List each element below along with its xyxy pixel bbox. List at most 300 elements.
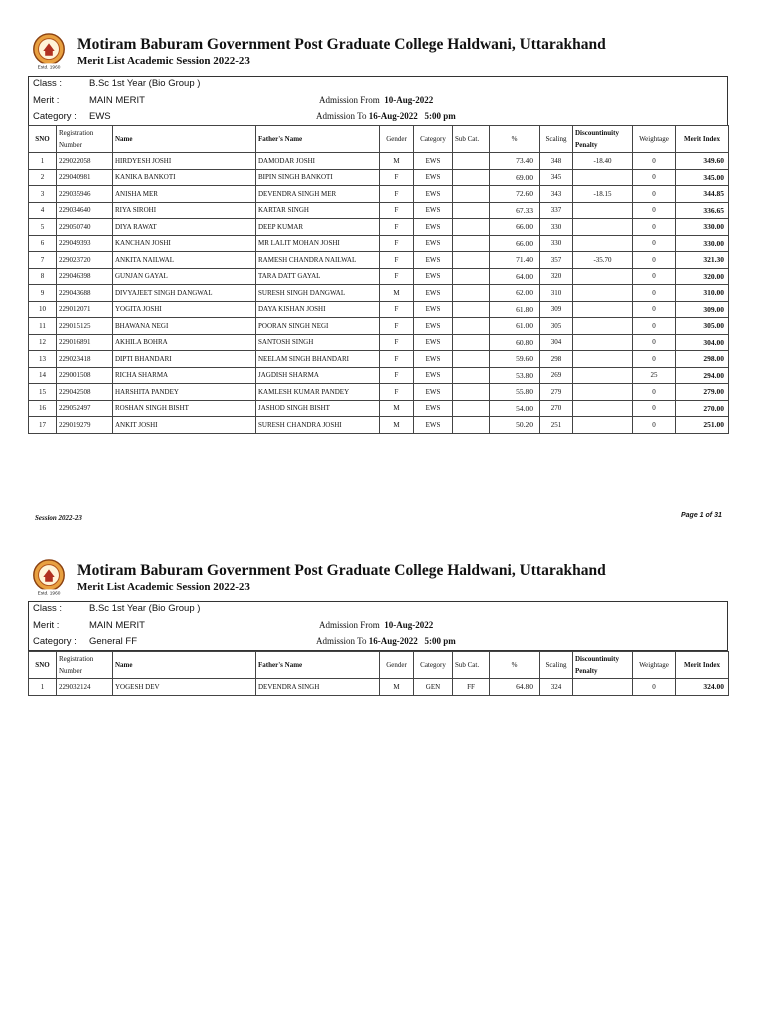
table-row bbox=[29, 202, 729, 219]
cell-gender: F bbox=[380, 334, 414, 351]
header-category: Category bbox=[414, 126, 453, 153]
admission-to-time: 5:00 pm bbox=[424, 111, 456, 121]
admission-to-date: 16-Aug-2022 bbox=[368, 636, 418, 646]
footer-session: Session 2022-23 bbox=[35, 514, 82, 522]
header-percent: % bbox=[490, 652, 540, 679]
cell-registration-number: 229049393 bbox=[57, 235, 113, 252]
table-row bbox=[29, 351, 729, 368]
header-weightage: Weightage bbox=[633, 652, 676, 679]
cell-discontinuity-penalty bbox=[573, 367, 633, 384]
cell-weightage: 0 bbox=[633, 285, 676, 302]
category-value: EWS bbox=[89, 111, 111, 122]
header-sub-cat: Sub Cat. bbox=[453, 652, 490, 679]
cell-sub-cat bbox=[453, 252, 490, 269]
cell-sub-cat bbox=[453, 219, 490, 236]
cell-merit-index: 298.00 bbox=[676, 351, 729, 368]
header-sub-cat: Sub Cat. bbox=[453, 126, 490, 153]
cell-sno: 8 bbox=[29, 268, 57, 285]
header-weightage: Weightage bbox=[633, 126, 676, 153]
cell-scaling: 324 bbox=[540, 679, 573, 696]
cell-merit-index: 349.60 bbox=[676, 153, 729, 170]
cell-merit-index: 330.00 bbox=[676, 219, 729, 236]
cell-fathers-name: DEVENDRA SINGH MER bbox=[256, 186, 380, 203]
cell-discontinuity-penalty bbox=[573, 417, 633, 434]
cell-percent: 55.80 bbox=[490, 384, 540, 401]
cell-percent: 60.80 bbox=[490, 334, 540, 351]
admission-from-label: Admission From bbox=[319, 620, 380, 630]
cell-gender: F bbox=[380, 367, 414, 384]
info-box bbox=[28, 76, 728, 126]
cell-registration-number: 229016891 bbox=[57, 334, 113, 351]
cell-sno: 2 bbox=[29, 169, 57, 186]
table-row bbox=[29, 219, 729, 236]
cell-name: RIYA SIROHI bbox=[113, 202, 256, 219]
cell-sno: 5 bbox=[29, 219, 57, 236]
cell-registration-number: 229040981 bbox=[57, 169, 113, 186]
header-fathers-name: Father's Name bbox=[256, 652, 380, 679]
cell-fathers-name: SURESH CHANDRA JOSHI bbox=[256, 417, 380, 434]
cell-weightage: 0 bbox=[633, 268, 676, 285]
cell-merit-index: 270.00 bbox=[676, 400, 729, 417]
cell-sub-cat bbox=[453, 318, 490, 335]
merit-table bbox=[28, 125, 729, 434]
table-row bbox=[29, 285, 729, 302]
cell-percent: 67.33 bbox=[490, 202, 540, 219]
merit-page-2 bbox=[28, 556, 730, 692]
admission-to-time: 5:00 pm bbox=[424, 636, 456, 646]
footer-page-number: Page 1 of 31 bbox=[681, 512, 722, 519]
header-name: Name bbox=[113, 126, 256, 153]
cell-sno: 6 bbox=[29, 235, 57, 252]
cell-gender: F bbox=[380, 268, 414, 285]
cell-sub-cat bbox=[453, 169, 490, 186]
admission-to-label: Admission To bbox=[316, 636, 367, 646]
admission-from-date: 10-Aug-2022 bbox=[384, 620, 434, 630]
cell-scaling: 330 bbox=[540, 235, 573, 252]
cell-percent: 69.00 bbox=[490, 169, 540, 186]
table-row bbox=[29, 334, 729, 351]
table-row bbox=[29, 679, 729, 696]
cell-weightage: 0 bbox=[633, 202, 676, 219]
cell-scaling: 298 bbox=[540, 351, 573, 368]
cell-merit-index: 345.00 bbox=[676, 169, 729, 186]
cell-category: EWS bbox=[414, 219, 453, 236]
category-label: Category : bbox=[33, 111, 77, 122]
table-row bbox=[29, 235, 729, 252]
admission-from-date: 10-Aug-2022 bbox=[384, 95, 434, 105]
merit-table bbox=[28, 651, 729, 696]
cell-scaling: 305 bbox=[540, 318, 573, 335]
cell-sub-cat bbox=[453, 334, 490, 351]
cell-weightage: 0 bbox=[633, 153, 676, 170]
cell-sno: 3 bbox=[29, 186, 57, 203]
cell-discontinuity-penalty bbox=[573, 169, 633, 186]
cell-discontinuity-penalty bbox=[573, 268, 633, 285]
cell-sub-cat bbox=[453, 301, 490, 318]
merit-value: MAIN MERIT bbox=[89, 95, 145, 106]
cell-fathers-name: SURESH SINGH DANGWAL bbox=[256, 285, 380, 302]
cell-gender: F bbox=[380, 202, 414, 219]
cell-weightage: 0 bbox=[633, 235, 676, 252]
cell-percent: 54.00 bbox=[490, 400, 540, 417]
cell-merit-index: 320.00 bbox=[676, 268, 729, 285]
cell-sno: 15 bbox=[29, 384, 57, 401]
cell-percent: 61.00 bbox=[490, 318, 540, 335]
cell-name: DIYA RAWAT bbox=[113, 219, 256, 236]
class-value: B.Sc 1st Year (Bio Group ) bbox=[89, 603, 201, 614]
cell-gender: F bbox=[380, 384, 414, 401]
cell-category: EWS bbox=[414, 268, 453, 285]
cell-gender: M bbox=[380, 153, 414, 170]
cell-sno: 1 bbox=[29, 153, 57, 170]
header-merit-index: Merit Index bbox=[676, 652, 729, 679]
logo-text: Estd. 1960 bbox=[37, 591, 61, 596]
header-category: Category bbox=[414, 652, 453, 679]
cell-discontinuity-penalty bbox=[573, 318, 633, 335]
cell-discontinuity-penalty bbox=[573, 219, 633, 236]
cell-merit-index: 304.00 bbox=[676, 334, 729, 351]
info-box bbox=[28, 601, 728, 651]
category-value: General FF bbox=[89, 636, 138, 647]
cell-category: EWS bbox=[414, 186, 453, 203]
cell-scaling: 337 bbox=[540, 202, 573, 219]
header-percent: % bbox=[490, 126, 540, 153]
header-discontinuity-penalty: Discountinuity Penalty bbox=[573, 126, 633, 153]
cell-weightage: 0 bbox=[633, 400, 676, 417]
cell-discontinuity-penalty bbox=[573, 351, 633, 368]
cell-registration-number: 229019279 bbox=[57, 417, 113, 434]
merit-list-subtitle: Merit List Academic Session 2022-23 bbox=[77, 55, 250, 67]
cell-category: EWS bbox=[414, 351, 453, 368]
category-label: Category : bbox=[33, 636, 77, 647]
cell-discontinuity-penalty bbox=[573, 679, 633, 696]
cell-scaling: 270 bbox=[540, 400, 573, 417]
cell-scaling: 343 bbox=[540, 186, 573, 203]
cell-percent: 73.40 bbox=[490, 153, 540, 170]
cell-category: EWS bbox=[414, 400, 453, 417]
cell-name: YOGITA JOSHI bbox=[113, 301, 256, 318]
cell-scaling: 357 bbox=[540, 252, 573, 269]
cell-sno: 10 bbox=[29, 301, 57, 318]
cell-name: HIRDYESH JOSHI bbox=[113, 153, 256, 170]
header-gender: Gender bbox=[380, 652, 414, 679]
merit-label: Merit : bbox=[33, 620, 60, 631]
table-row bbox=[29, 252, 729, 269]
merit-value: MAIN MERIT bbox=[89, 620, 145, 631]
cell-registration-number: 229050740 bbox=[57, 219, 113, 236]
cell-registration-number: 229043688 bbox=[57, 285, 113, 302]
cell-sno: 11 bbox=[29, 318, 57, 335]
cell-sub-cat bbox=[453, 351, 490, 368]
cell-sub-cat bbox=[453, 186, 490, 203]
cell-category: GEN bbox=[414, 679, 453, 696]
cell-sub-cat bbox=[453, 417, 490, 434]
cell-fathers-name: JAGDISH SHARMA bbox=[256, 367, 380, 384]
cell-percent: 64.80 bbox=[490, 679, 540, 696]
cell-scaling: 310 bbox=[540, 285, 573, 302]
header-fathers-name: Father's Name bbox=[256, 126, 380, 153]
cell-name: DIVYAJEET SINGH DANGWAL bbox=[113, 285, 256, 302]
cell-category: EWS bbox=[414, 252, 453, 269]
header-scaling: Scaling bbox=[540, 652, 573, 679]
cell-category: EWS bbox=[414, 235, 453, 252]
cell-merit-index: 344.85 bbox=[676, 186, 729, 203]
cell-category: EWS bbox=[414, 301, 453, 318]
admission-from bbox=[319, 620, 433, 630]
header-discontinuity-penalty: Discountinuity Penalty bbox=[573, 652, 633, 679]
cell-registration-number: 229012071 bbox=[57, 301, 113, 318]
cell-scaling: 330 bbox=[540, 219, 573, 236]
cell-sub-cat bbox=[453, 367, 490, 384]
cell-merit-index: 336.65 bbox=[676, 202, 729, 219]
cell-merit-index: 330.00 bbox=[676, 235, 729, 252]
cell-category: EWS bbox=[414, 153, 453, 170]
cell-percent: 64.00 bbox=[490, 268, 540, 285]
cell-gender: F bbox=[380, 318, 414, 335]
class-value: B.Sc 1st Year (Bio Group ) bbox=[89, 78, 201, 89]
cell-discontinuity-penalty bbox=[573, 400, 633, 417]
cell-category: EWS bbox=[414, 334, 453, 351]
cell-category: EWS bbox=[414, 202, 453, 219]
cell-registration-number: 229052497 bbox=[57, 400, 113, 417]
college-logo bbox=[30, 32, 68, 70]
cell-name: AKHILA BOHRA bbox=[113, 334, 256, 351]
cell-merit-index: 309.00 bbox=[676, 301, 729, 318]
cell-scaling: 320 bbox=[540, 268, 573, 285]
cell-category: EWS bbox=[414, 367, 453, 384]
cell-name: HARSHITA PANDEY bbox=[113, 384, 256, 401]
cell-scaling: 345 bbox=[540, 169, 573, 186]
header-gender: Gender bbox=[380, 126, 414, 153]
cell-percent: 72.60 bbox=[490, 186, 540, 203]
cell-scaling: 269 bbox=[540, 367, 573, 384]
cell-percent: 59.60 bbox=[490, 351, 540, 368]
cell-name: YOGESH DEV bbox=[113, 679, 256, 696]
admission-to-date: 16-Aug-2022 bbox=[368, 111, 418, 121]
cell-merit-index: 305.00 bbox=[676, 318, 729, 335]
table-row bbox=[29, 186, 729, 203]
cell-sub-cat bbox=[453, 235, 490, 252]
cell-fathers-name: JASHOD SINGH BISHT bbox=[256, 400, 380, 417]
cell-fathers-name: KARTAR SINGH bbox=[256, 202, 380, 219]
merit-list-subtitle: Merit List Academic Session 2022-23 bbox=[77, 581, 250, 593]
class-label: Class : bbox=[33, 78, 63, 89]
cell-sno: 16 bbox=[29, 400, 57, 417]
cell-name: KANCHAN JOSHI bbox=[113, 235, 256, 252]
header-registration-number: Registration Number bbox=[57, 126, 113, 153]
cell-weightage: 0 bbox=[633, 384, 676, 401]
cell-category: EWS bbox=[414, 285, 453, 302]
cell-name: RICHA SHARMA bbox=[113, 367, 256, 384]
cell-sno: 13 bbox=[29, 351, 57, 368]
table-row bbox=[29, 417, 729, 434]
cell-registration-number: 229001508 bbox=[57, 367, 113, 384]
cell-gender: F bbox=[380, 235, 414, 252]
cell-percent: 62.00 bbox=[490, 285, 540, 302]
cell-fathers-name: NEELAM SINGH BHANDARI bbox=[256, 351, 380, 368]
table-row bbox=[29, 384, 729, 401]
cell-sub-cat bbox=[453, 153, 490, 170]
cell-discontinuity-penalty: -18.15 bbox=[573, 186, 633, 203]
cell-gender: F bbox=[380, 169, 414, 186]
header-sno: SNO bbox=[29, 652, 57, 679]
admission-from-label: Admission From bbox=[319, 95, 380, 105]
cell-percent: 53.80 bbox=[490, 367, 540, 384]
table-row bbox=[29, 318, 729, 335]
header-merit-index: Merit Index bbox=[676, 126, 729, 153]
cell-sno: 4 bbox=[29, 202, 57, 219]
cell-discontinuity-penalty bbox=[573, 235, 633, 252]
cell-fathers-name: DEEP KUMAR bbox=[256, 219, 380, 236]
cell-gender: M bbox=[380, 679, 414, 696]
table-row bbox=[29, 367, 729, 384]
cell-scaling: 251 bbox=[540, 417, 573, 434]
cell-weightage: 0 bbox=[633, 301, 676, 318]
admission-to bbox=[316, 636, 456, 646]
cell-fathers-name: DAYA KISHAN JOSHI bbox=[256, 301, 380, 318]
cell-fathers-name: DEVENDRA SINGH bbox=[256, 679, 380, 696]
cell-category: EWS bbox=[414, 318, 453, 335]
cell-fathers-name: KAMLESH KUMAR PANDEY bbox=[256, 384, 380, 401]
cell-percent: 66.00 bbox=[490, 219, 540, 236]
table-row bbox=[29, 301, 729, 318]
cell-name: KANIKA BANKOTI bbox=[113, 169, 256, 186]
cell-gender: M bbox=[380, 285, 414, 302]
cell-merit-index: 321.30 bbox=[676, 252, 729, 269]
cell-sub-cat: FF bbox=[453, 679, 490, 696]
logo-text: Estd. 1960 bbox=[37, 65, 61, 70]
cell-percent: 71.40 bbox=[490, 252, 540, 269]
cell-weightage: 0 bbox=[633, 186, 676, 203]
cell-fathers-name: MR LALIT MOHAN JOSHI bbox=[256, 235, 380, 252]
cell-scaling: 304 bbox=[540, 334, 573, 351]
cell-registration-number: 229022058 bbox=[57, 153, 113, 170]
cell-gender: M bbox=[380, 400, 414, 417]
cell-sno: 7 bbox=[29, 252, 57, 269]
admission-to-label: Admission To bbox=[316, 111, 367, 121]
cell-name: ROSHAN SINGH BISHT bbox=[113, 400, 256, 417]
cell-sub-cat bbox=[453, 285, 490, 302]
cell-registration-number: 229015125 bbox=[57, 318, 113, 335]
cell-category: EWS bbox=[414, 169, 453, 186]
cell-scaling: 348 bbox=[540, 153, 573, 170]
cell-fathers-name: SANTOSH SINGH bbox=[256, 334, 380, 351]
college-title: Motiram Baburam Government Post Graduate College Haldwani, Uttarakhand bbox=[77, 562, 606, 579]
cell-merit-index: 310.00 bbox=[676, 285, 729, 302]
cell-gender: M bbox=[380, 417, 414, 434]
cell-merit-index: 324.00 bbox=[676, 679, 729, 696]
cell-percent: 50.20 bbox=[490, 417, 540, 434]
cell-weightage: 0 bbox=[633, 334, 676, 351]
admission-to bbox=[316, 111, 456, 121]
cell-gender: F bbox=[380, 351, 414, 368]
cell-merit-index: 294.00 bbox=[676, 367, 729, 384]
header-sno: SNO bbox=[29, 126, 57, 153]
cell-weightage: 0 bbox=[633, 219, 676, 236]
cell-discontinuity-penalty bbox=[573, 301, 633, 318]
cell-scaling: 279 bbox=[540, 384, 573, 401]
cell-sno: 17 bbox=[29, 417, 57, 434]
cell-weightage: 0 bbox=[633, 252, 676, 269]
cell-fathers-name: DAMODAR JOSHI bbox=[256, 153, 380, 170]
cell-weightage: 25 bbox=[633, 367, 676, 384]
table-body bbox=[29, 679, 729, 696]
cell-sub-cat bbox=[453, 400, 490, 417]
cell-percent: 66.00 bbox=[490, 235, 540, 252]
cell-weightage: 0 bbox=[633, 679, 676, 696]
cell-name: ANISHA MER bbox=[113, 186, 256, 203]
cell-name: ANKIT JOSHI bbox=[113, 417, 256, 434]
cell-name: ANKITA NAILWAL bbox=[113, 252, 256, 269]
cell-weightage: 0 bbox=[633, 417, 676, 434]
cell-registration-number: 229032124 bbox=[57, 679, 113, 696]
table-row bbox=[29, 400, 729, 417]
cell-fathers-name: POORAN SINGH NEGI bbox=[256, 318, 380, 335]
cell-gender: F bbox=[380, 301, 414, 318]
cell-gender: F bbox=[380, 219, 414, 236]
cell-registration-number: 229023418 bbox=[57, 351, 113, 368]
cell-discontinuity-penalty: -18.40 bbox=[573, 153, 633, 170]
class-label: Class : bbox=[33, 603, 63, 614]
cell-sno: 12 bbox=[29, 334, 57, 351]
cell-registration-number: 229035946 bbox=[57, 186, 113, 203]
table-header-row bbox=[29, 652, 729, 679]
header-scaling: Scaling bbox=[540, 126, 573, 153]
cell-registration-number: 229034640 bbox=[57, 202, 113, 219]
college-logo bbox=[30, 558, 68, 596]
cell-fathers-name: BIPIN SINGH BANKOTI bbox=[256, 169, 380, 186]
admission-from bbox=[319, 95, 433, 105]
cell-sub-cat bbox=[453, 384, 490, 401]
cell-scaling: 309 bbox=[540, 301, 573, 318]
cell-name: DIPTI BHANDARI bbox=[113, 351, 256, 368]
cell-gender: F bbox=[380, 252, 414, 269]
cell-category: EWS bbox=[414, 417, 453, 434]
cell-weightage: 0 bbox=[633, 169, 676, 186]
table-row bbox=[29, 169, 729, 186]
cell-discontinuity-penalty bbox=[573, 334, 633, 351]
cell-weightage: 0 bbox=[633, 318, 676, 335]
cell-discontinuity-penalty bbox=[573, 384, 633, 401]
page-header bbox=[28, 30, 730, 82]
cell-registration-number: 229042508 bbox=[57, 384, 113, 401]
cell-merit-index: 251.00 bbox=[676, 417, 729, 434]
cell-fathers-name: RAMESH CHANDRA NAILWAL bbox=[256, 252, 380, 269]
cell-discontinuity-penalty bbox=[573, 285, 633, 302]
cell-weightage: 0 bbox=[633, 351, 676, 368]
cell-merit-index: 279.00 bbox=[676, 384, 729, 401]
cell-sno: 9 bbox=[29, 285, 57, 302]
cell-sub-cat bbox=[453, 202, 490, 219]
cell-discontinuity-penalty bbox=[573, 202, 633, 219]
merit-label: Merit : bbox=[33, 95, 60, 106]
cell-discontinuity-penalty: -35.70 bbox=[573, 252, 633, 269]
table-body bbox=[29, 153, 729, 434]
cell-registration-number: 229023720 bbox=[57, 252, 113, 269]
table-row bbox=[29, 268, 729, 285]
table-header-row bbox=[29, 126, 729, 153]
cell-category: EWS bbox=[414, 384, 453, 401]
cell-sno: 14 bbox=[29, 367, 57, 384]
header-registration-number: Registration Number bbox=[57, 652, 113, 679]
cell-percent: 61.80 bbox=[490, 301, 540, 318]
cell-name: BHAWANA NEGI bbox=[113, 318, 256, 335]
cell-registration-number: 229046398 bbox=[57, 268, 113, 285]
header-name: Name bbox=[113, 652, 256, 679]
college-title: Motiram Baburam Government Post Graduate College Haldwani, Uttarakhand bbox=[77, 36, 606, 53]
merit-page-1 bbox=[28, 30, 730, 430]
table-row bbox=[29, 153, 729, 170]
